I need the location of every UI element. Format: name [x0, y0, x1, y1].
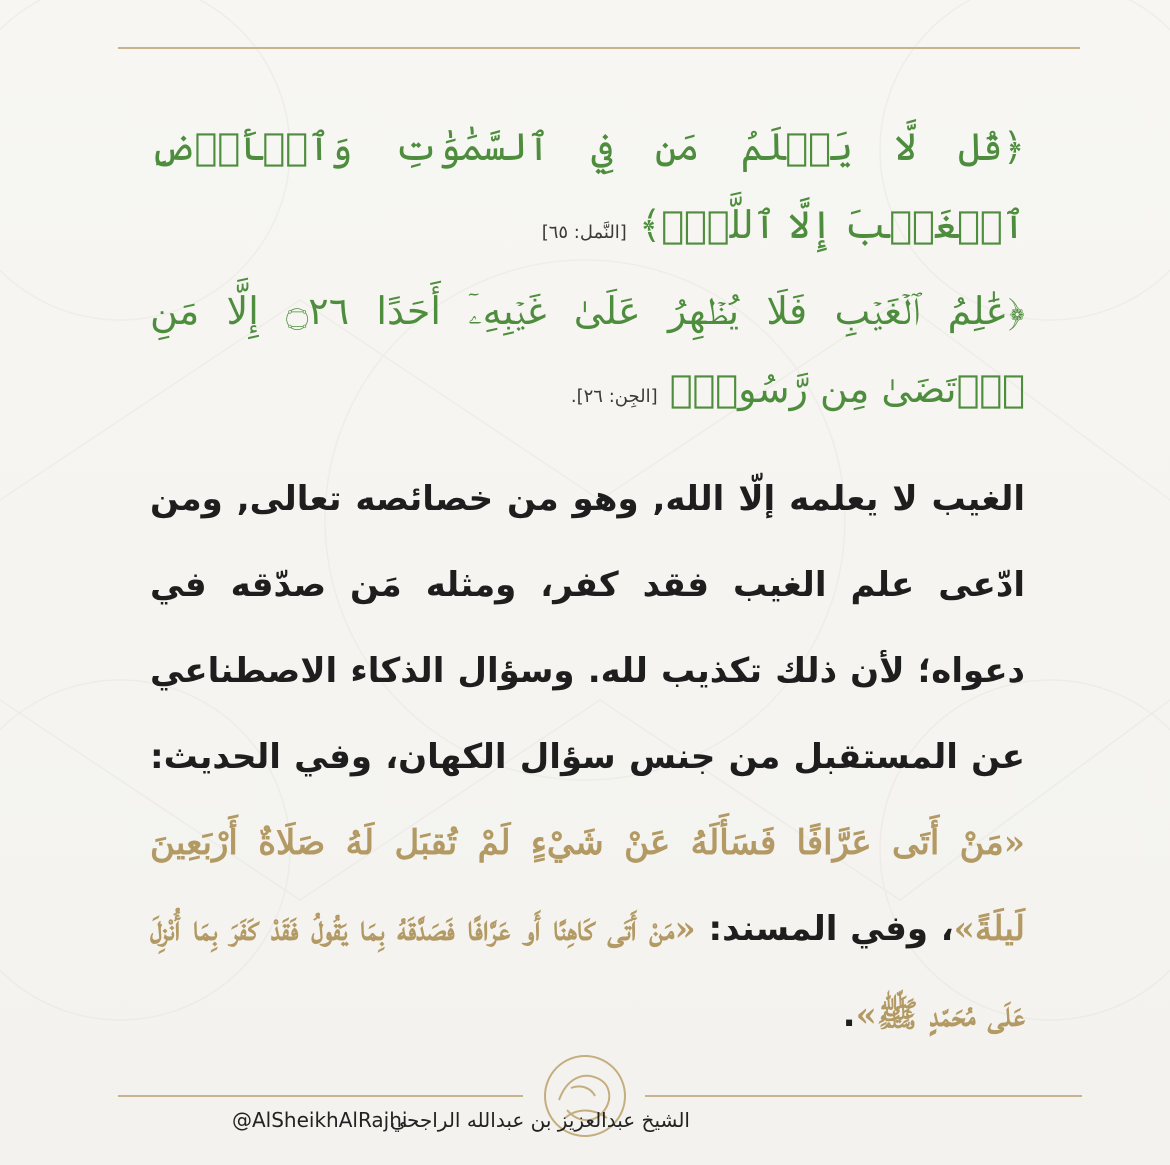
quran-ref-jinn: [الجِن: ٢٦].	[570, 386, 658, 407]
social-handle[interactable]: @AlSheikhAlRajhi	[232, 1108, 408, 1132]
quran-verse-jinn: ﴿عَٰلِمُ ٱلۡغَيۡبِ فَلَا يُظۡهِرُ عَلَىٰ غَيۡبِهِۦٓ أَحَدًا ۝٢٦ إِلَّا مَنِ ٱرۡتَضَىٰ مِن رَّسُولٖ﴾	[150, 289, 1025, 411]
author-name: الشيخ عبدالعزيز بن عبدالله الراجحي	[390, 1108, 690, 1132]
top-divider	[118, 47, 1080, 49]
body-text	[150, 456, 1025, 1058]
post-content	[150, 108, 1025, 1058]
hadith-2: «مَنْ أَتَى كَاهِنًا أَو عَرَّافًا فَصَدَّقَهُ بِمَا يَقُولُ فَقَدْ كَفَرَ بِمَا أُنْزِلَ عَلَى مُحَمّدٍ ﷺ»	[150, 909, 1025, 1035]
hadith-1: «مَنْ أَتَى عَرَّافًا فَسَأَلَهُ عَنْ شَيْءٍ لَمْ تُقبَل لَهُ صَلَاةٌ أَرْبَعِينَ لَيلَةً»	[150, 823, 1025, 949]
body-paragraph-1: الغيب لا يعلمه إلّا الله, وهو من خصائصه تعالى, ومن ادّعى علم الغيب فقد كفر، ومثله مَن صدّقه في دعواه؛ لأن ذلك تكذيب لله. وسؤال الذكاء الاصطناعي عن المستقبل من جنس سؤال الكهان، وفي الحديث:	[150, 479, 1025, 777]
quran-verse-naml: ﴿قُل لَّا يَعۡلَمُ مَن فِي ٱلسَّمَٰوَٰتِ وَٱلۡأَرۡضِ ٱلۡغَيۡبَ إِلَّا ٱللَّهُۚ﴾	[150, 125, 1025, 247]
bottom-divider-right	[645, 1095, 1082, 1097]
quran-ref-naml: [النَّمل: ٦٥]	[541, 222, 627, 243]
bottom-divider-left	[118, 1095, 523, 1097]
body-paragraph-2: ، وفي المسند:	[695, 909, 954, 949]
quran-block	[150, 108, 1025, 436]
body-end: .	[842, 995, 856, 1035]
